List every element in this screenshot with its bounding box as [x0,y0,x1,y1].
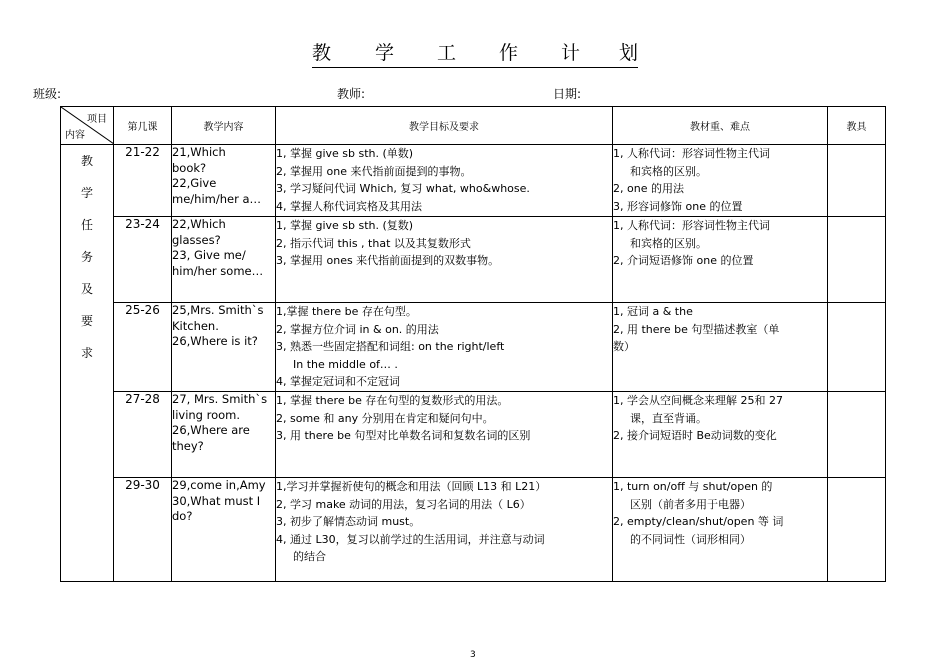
goal-line: 3, 初步了解情态动词 must。 [276,515,421,528]
table-row [61,478,886,582]
content-line: 23, Give me/ [172,248,246,262]
title-char: 计 [561,42,581,64]
goal-line: 2, 掌握方位介词 in & on. 的用法 [276,322,439,336]
teaching-plan-table [60,106,886,582]
content-cell [172,478,276,582]
goal-line: 3, 熟悉一些固定搭配和词组: on the right/left [276,340,505,353]
key-line: 1, turn on/off 与 shut/open 的 [613,480,773,493]
header-content: 教学内容 [172,107,276,145]
header-lesson: 第几课 [114,107,172,145]
content-line: book? [172,160,207,175]
key-line: 1, 冠词 a & the [613,305,693,318]
content-line: 29,come in,Amy [172,478,266,492]
content-line: 27, Mrs. Smith`s [172,392,268,406]
content-line: living room. [172,407,241,422]
key-line: 2, 用 there be 句型描述教室（单 [613,322,780,336]
table-row [61,217,886,303]
side-label-char: 学 [80,186,93,200]
key-points-cell [613,145,828,217]
content-line: me/him/her a… [172,191,262,206]
goal-line: 2, 学习 make 动词的用法，复习名词的用法（ L6） [276,497,531,511]
tools-cell [828,303,886,392]
content-line: Kitchen. [172,318,219,333]
content-line: they? [172,438,204,453]
goal-line: 1, 掌握 give sb sth. (单数) [276,147,414,160]
side-label [61,145,114,582]
goal-line: 3, 用 there be 句型对比单数名词和复数名词的区别 [276,429,531,442]
header-item-top: 项目 [87,114,107,125]
goal-line: 3, 学习疑问代词 Which, 复习 what, who&whose. [276,182,530,195]
key-line: 1, 人称代词：形容词性物主代词 [613,147,770,160]
title-char: 教 [312,42,332,64]
goal-line: 1, 掌握 give sb sth. (复数) [276,219,414,232]
title-char: 作 [499,42,519,64]
header-tools: 教具 [828,107,886,145]
content-cell [172,217,276,303]
goal-line: 3, 掌握用 ones 来代指前面提到的双数事物。 [276,254,500,267]
goal-line: In the middle of… . [293,357,398,371]
table-header-row [61,107,886,145]
content-cell [172,392,276,478]
header-key-points: 教材重、难点 [613,107,828,145]
header-item-diagonal [61,107,114,145]
goals-cell [276,392,613,478]
content-line: 21,Which [172,145,226,159]
header-goals: 教学目标及要求 [276,107,613,145]
title-char: 划 [619,42,639,64]
key-line: 课，直至背诵。 [630,411,707,425]
class-label: 班级: [33,87,62,101]
goal-line: 1,学习并掌握祈使句的概念和用法（回顾 L13 和 L21） [276,480,547,493]
side-label-char: 要 [80,314,93,328]
lesson-cell: 25-26 [114,303,172,392]
teacher-label: 教师: [337,87,366,101]
key-line: 2, empty/clean/shut/open 等 词 [613,515,784,528]
goal-line: 2, 指示代词 this , that 以及其复数形式 [276,236,471,250]
lesson-cell: 23-24 [114,217,172,303]
goal-line: 4, 通过 L30，复习以前学过的生活用词，并注意与动词 [276,532,545,546]
tools-cell [828,478,886,582]
goals-cell [276,303,613,392]
key-line: 数） [613,340,635,353]
page-title [312,40,638,70]
key-line: 区别（前者多用于电器） [630,497,751,511]
content-line: 25,Mrs. Smith`s [172,303,264,317]
goal-line: 2, 掌握用 one 来代指前面提到的事物。 [276,164,472,178]
key-line: 3, 形容词修饰 one 的位置 [613,199,743,213]
key-points-cell [613,217,828,303]
key-line: 和宾格的区别。 [630,236,707,250]
key-line: 的不同词性（词形相同） [630,532,751,546]
lesson-cell: 21-22 [114,145,172,217]
lesson-cell: 27-28 [114,392,172,478]
title-underline [312,67,638,68]
key-line: 2, 介词短语修饰 one 的位置 [613,254,754,267]
side-label-char: 教 [80,154,93,168]
tools-cell [828,145,886,217]
key-line: 2, one 的用法 [613,182,684,195]
key-line: 1, 学会从空间概念来理解 25和 27 [613,394,783,407]
tools-cell [828,217,886,303]
goals-cell [276,145,613,217]
page-number: 3 [470,650,476,660]
goal-line: 1,掌握 there be 存在句型。 [276,305,417,318]
table-row [61,303,886,392]
goals-cell [276,478,613,582]
table-row [61,145,886,217]
content-line: 22,Which [172,217,226,231]
side-label-char: 及 [80,282,93,296]
content-line: 30,What must I [172,493,261,508]
table-row [61,392,886,478]
content-line: 26,Where are [172,423,250,437]
content-cell [172,145,276,217]
key-points-cell [613,303,828,392]
content-line: him/her some… [172,263,264,278]
tools-cell [828,392,886,478]
key-line: 1, 人称代词：形容词性物主代词 [613,219,770,232]
lesson-cell: 29-30 [114,478,172,582]
side-label-char: 务 [80,250,93,264]
goal-line: 4, 掌握人称代词宾格及其用法 [276,199,422,213]
goals-cell [276,217,613,303]
content-line: glasses? [172,232,221,247]
side-label-char: 求 [80,346,93,360]
content-line: 22,Give [172,176,217,190]
goal-line: 2, some 和 any 分别用在肯定和疑问句中。 [276,411,494,425]
header-item-bottom: 内容 [65,130,85,141]
content-line: 26,Where is it? [172,334,258,348]
content-line: do? [172,509,193,523]
date-label: 日期: [553,87,582,101]
goal-line: 的结合 [293,550,326,563]
title-char: 工 [437,42,457,64]
goal-line: 1, 掌握 there be 存在句型的复数形式的用法。 [276,394,509,407]
content-cell [172,303,276,392]
key-points-cell [613,392,828,478]
side-label-char: 任 [80,218,93,232]
key-line: 2, 接介词短语时 Be动词数的变化 [613,429,777,442]
title-char: 学 [375,42,395,64]
goal-line: 4, 掌握定冠词和不定冠词 [276,375,400,388]
key-line: 和宾格的区别。 [630,164,707,178]
key-points-cell [613,478,828,582]
